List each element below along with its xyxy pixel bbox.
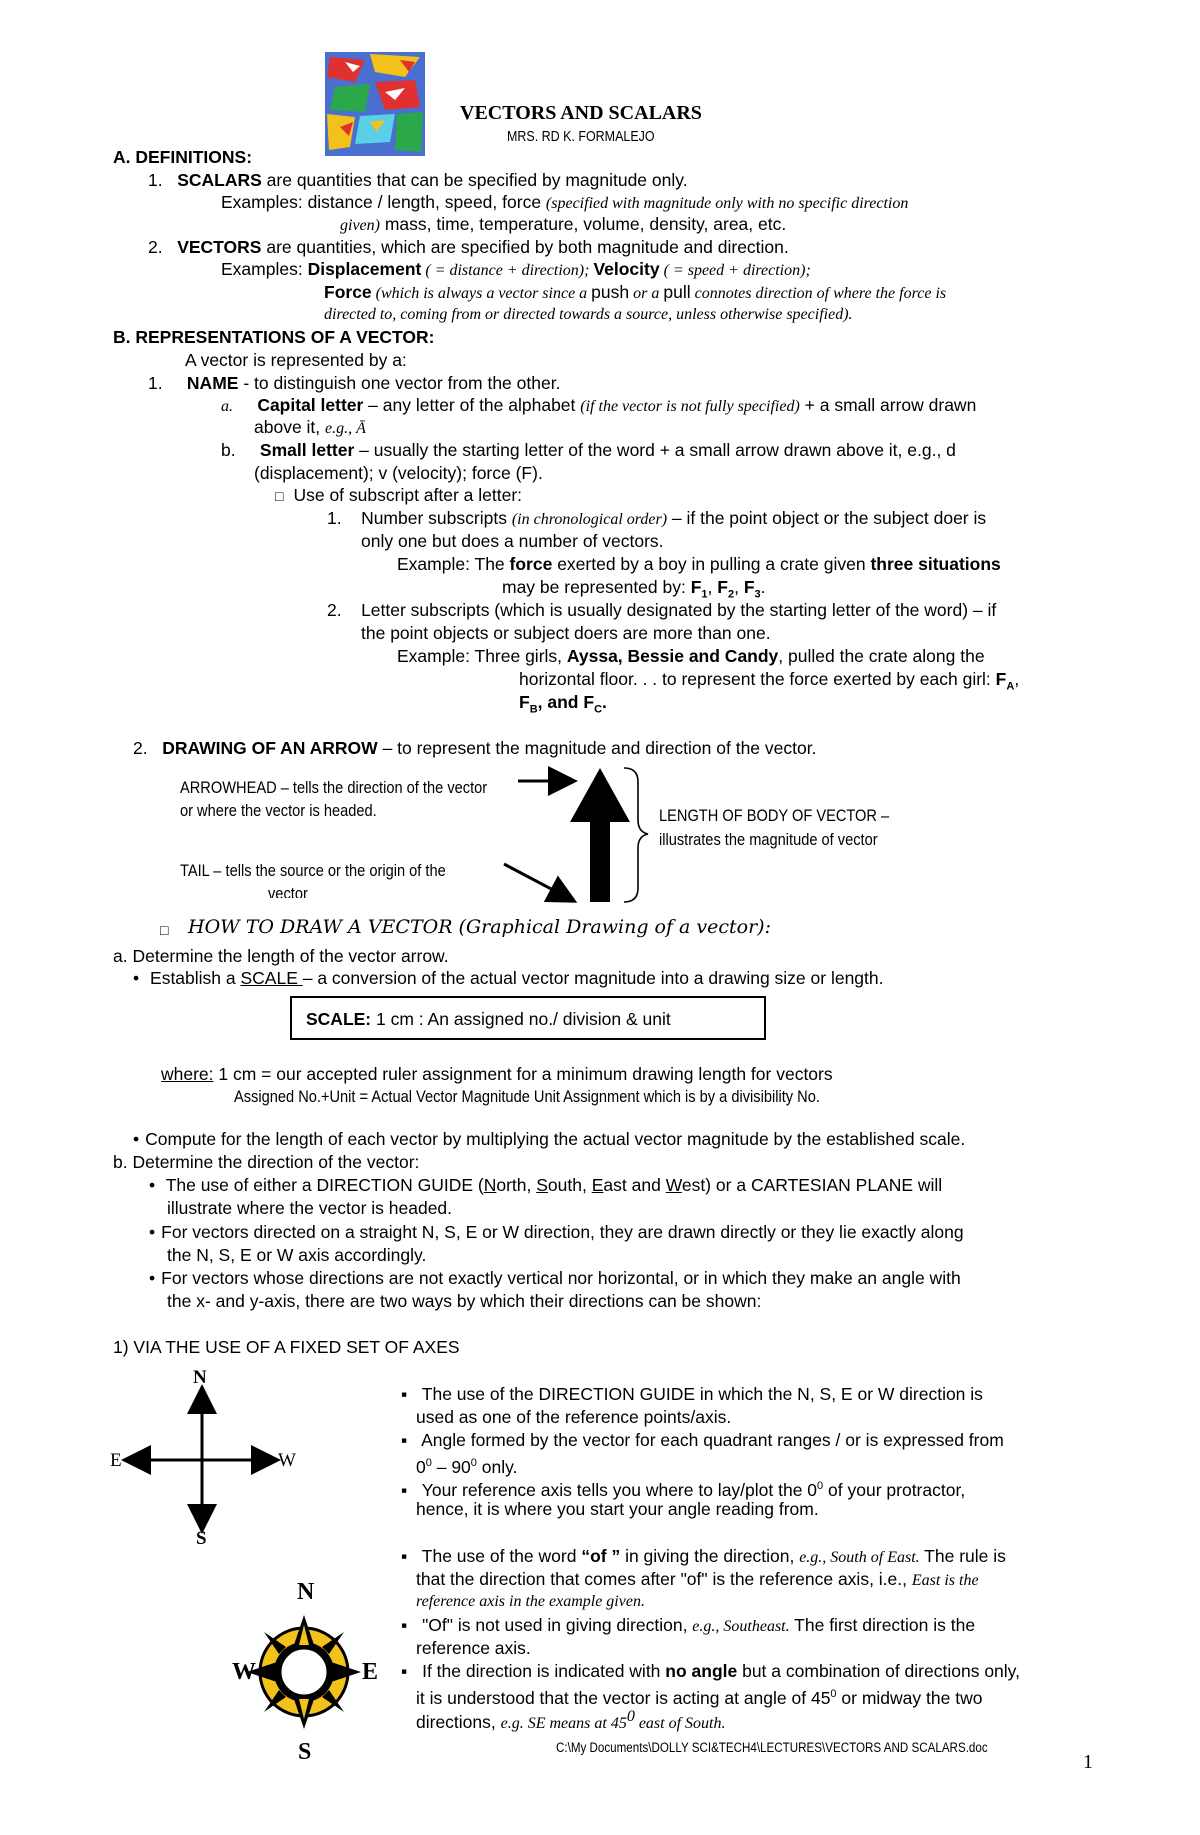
number-subscripts-example2: may be represented by: $F_1$, $F_2$, $F_3$. (502, 577, 766, 601)
term: VECTORS (177, 237, 262, 257)
capital-letter-line1 (221, 394, 976, 418)
vectors-definition (148, 236, 789, 258)
axes-bullet-6-line3: directions, e.g. SE means at $45^0$ east of South. (416, 1708, 726, 1732)
tail-pointer (504, 864, 572, 900)
text: – any letter of the alphabet (363, 395, 581, 415)
term: SCALARS (177, 170, 262, 190)
arrow-item (133, 737, 816, 759)
compute-bullet: • Compute for the length of each vector by multiplying the actual vector magnitude by the established scale. (133, 1128, 965, 1150)
direction-guide-bullet: • The use of either a DIRECTION GUIDE (North, South, East and West) or a CARTESIAN PLANE will (149, 1174, 942, 1196)
force-push: push (591, 282, 630, 302)
number-subscripts-line2: only one but does a number of vectors. (361, 531, 664, 551)
scale-label: SCALE: (306, 1009, 372, 1029)
axes-bullet-4: ▪ The use of the word “of ” in giving the direction, e.g., South of East. The rule is (401, 1545, 1006, 1569)
vector-F2: $F_2$ (717, 577, 735, 601)
scale-text: 1 cm : An assigned no./ division & unit (371, 1009, 671, 1029)
term: Small letter (259, 440, 355, 460)
scale-box (290, 996, 766, 1040)
text: The (469, 554, 510, 574)
tail-label-1: TAIL – tells the source or the origin of the (180, 861, 446, 880)
compass-label-n: N (297, 1579, 315, 1605)
term-velocity: Velocity (593, 259, 660, 279)
angled-direction-line2: the x- and y-axis, there are two ways by which their directions can be shown: (167, 1291, 762, 1311)
howto-step-b: b. Determine the direction of the vector: (113, 1152, 420, 1172)
text: 1 cm = our accepted ruler assignment for a minimum drawing length for vectors (213, 1064, 833, 1084)
straight-direction-line2: the N, S, E or W axis accordingly. (167, 1245, 427, 1265)
axes-bullet-4-line3: reference axis in the example given. (416, 1593, 645, 1610)
displacement-def: ( = distance + direction); (421, 262, 594, 279)
compass-label-e: E (362, 1659, 379, 1685)
author-line: MRS. RD K. FORMALEJO (507, 129, 655, 145)
term: Capital letter (257, 395, 364, 415)
assigned-line: Assigned No.+Unit = Actual Vector Magnitude Unit Assignment which is by a divisibility No. (234, 1087, 820, 1106)
examples-label: Examples: (221, 192, 303, 212)
force-def: connotes direction of where the force is (690, 285, 947, 302)
example-label: Example: (397, 554, 470, 574)
magnitude-brace (624, 768, 648, 902)
text: – if the point object or the subject doer is (667, 508, 987, 528)
axis-label-e: E (110, 1450, 122, 1471)
letter-subscripts-example1 (397, 645, 985, 667)
example-label: Example: (397, 646, 470, 666)
term: DRAWING OF AN ARROW (162, 738, 378, 758)
vector-FA: $F_A$ (995, 669, 1015, 693)
axes-bullet-2: ▪ Angle formed by the vector for each quadrant ranges / or is expressed from (401, 1429, 1004, 1451)
examples-label: Examples: (221, 259, 308, 279)
small-letter-line2: (displacement); v (velocity); force (F). (254, 463, 543, 483)
force-def: or a (629, 285, 664, 302)
section-a-heading: A. DEFINITIONS: (113, 147, 253, 167)
scale-bullet (133, 967, 884, 989)
subscript-bullet: □ Use of subscript after a letter: (275, 484, 522, 507)
page-number: 1 (1083, 1751, 1093, 1773)
compass-label-w: W (232, 1659, 256, 1685)
item-number: 1. (148, 170, 163, 190)
letter-subscripts-line2: the point objects or subject doers are more than one. (361, 623, 771, 643)
text: above it, (254, 417, 326, 437)
axes-bullet-4-line2: that the direction that comes after "of" is the reference axis, i.e., East is the (416, 1569, 979, 1589)
axes-bullet-6-line2: it is understood that the vector is acting at angle of $45^0$ or midway the two (416, 1687, 983, 1708)
axes-bullet-3-line2: hence, it is where you start your angle reading from. (416, 1499, 819, 1519)
letter-subscripts-example2: horizontal floor. . . to represent the force exerted by each girl: $F_A$, (519, 669, 1020, 693)
axes-bullet-3: ▪ Your reference axis tells you where to lay/plot the $0^0$ of your protractor, (401, 1475, 965, 1501)
examples-note: given) (340, 217, 380, 234)
definition: are quantities, which are specified by both magnitude and direction. (261, 237, 789, 257)
text: Letter subscripts (which is usually designated by the starting letter of the word) – if (361, 600, 997, 620)
axes-bullet-1: ▪ The use of the DIRECTION GUIDE in which the N, S, E or W direction is (401, 1383, 983, 1405)
angled-direction-bullet: • For vectors whose directions are not exactly vertical nor horizontal, or in which they make an angle with (149, 1267, 961, 1289)
sub-label: a. (221, 398, 233, 415)
arrowhead-label-2: or where the vector is headed. (180, 801, 377, 820)
compass-label-s: S (298, 1739, 312, 1765)
where-line (161, 1063, 833, 1085)
example: e.g., Ā (325, 420, 366, 437)
page-title: VECTORS AND SCALARS (460, 102, 702, 124)
howto-title: HOW TO DRAW A VECTOR (Graphical Drawing of a vector): (188, 916, 771, 938)
file-path: C:\My Documents\DOLLY SCI&TECH4\LECTURES\VECTORS AND SCALARS.doc (556, 1740, 988, 1755)
bold-names: Ayssa, Bessie and Candy (566, 646, 779, 666)
text: Establish a (150, 968, 241, 988)
examples-text: mass, time, temperature, volume, density, area, etc. (379, 214, 787, 234)
item-number: 1. (148, 373, 163, 393)
vectors-examples-line1 (221, 258, 811, 282)
text: – usually the starting letter of the word + a small arrow drawn above it, e.g., d (354, 440, 956, 460)
vector-FC: $F_C$ (583, 692, 603, 716)
text: exerted by a boy in pulling a crate given (552, 554, 871, 574)
length-label-2: illustrates the magnitude of vector (659, 830, 878, 849)
scalars-definition (148, 169, 688, 191)
arrowhead-label-1: ARROWHEAD – tells the direction of the vector (180, 778, 488, 797)
letter-subscripts-line1 (327, 599, 996, 621)
term-displacement: Displacement (307, 259, 422, 279)
force-pull: pull (663, 282, 691, 302)
axes-bullet-1-line2: used as one of the reference points/axis. (416, 1407, 732, 1427)
definition: are quantities that can be specified by magnitude only. (261, 170, 688, 190)
scale-word: SCALE (240, 968, 303, 988)
axes-bullet-2-line2: $0^0 - 90^0$ only. (416, 1456, 518, 1477)
capital-letter-line2 (254, 416, 366, 440)
scalars-examples-line2 (340, 213, 786, 237)
note: (in chronological order) (511, 511, 668, 528)
vectors-examples-line2 (324, 281, 946, 305)
direction-guide-line2: illustrate where the vector is headed. (167, 1198, 453, 1218)
examples-text: distance / length, speed, force (302, 192, 546, 212)
term: NAME (186, 373, 239, 393)
term-force: Force (324, 282, 372, 302)
axes-bullet-5: ▪ "Of" is not used in giving direction, e.g., Southeast. The first direction is the (401, 1614, 975, 1638)
small-letter-line1 (221, 439, 956, 461)
length-label-1: LENGTH OF BODY OF VECTOR – (659, 806, 890, 825)
vectors-examples-line3: directed to, coming from or directed towards a source, unless otherwise specified). (324, 306, 853, 323)
axis-label-w: W (278, 1450, 296, 1471)
vector-FB: $F_B$ (519, 692, 538, 716)
section-b-intro: A vector is represented by a: (185, 350, 407, 370)
axis-label-n: N (193, 1367, 207, 1388)
axes-bullet-6: ▪ If the direction is indicated with no angle but a combination of directions only, (401, 1660, 1020, 1682)
axes-bullet-5-line2: reference axis. (416, 1638, 531, 1658)
letter-subscripts-example3: $F_B$, and $F_C$. (519, 692, 607, 716)
howto-step-a: a. Determine the length of the vector arrow. (113, 946, 449, 966)
number-subscripts-line1 (327, 507, 986, 531)
item-number: 2. (133, 738, 148, 758)
text: – a conversion of the actual vector magnitude into a drawing size or length. (302, 968, 884, 988)
text: horizontal floor. . . to represent the force exerted by each girl: (519, 669, 996, 689)
number-subscripts-example1 (397, 553, 1001, 575)
vector-arrow-diagram (480, 760, 650, 910)
name-item (148, 372, 560, 394)
text: + a small arrow drawn (799, 395, 977, 415)
where-label: where: (161, 1064, 214, 1084)
big-vector-arrow (570, 768, 630, 902)
text: , pulled the crate along the (778, 646, 985, 666)
text: may be represented by: (502, 577, 691, 597)
howto-bullet (160, 918, 178, 941)
force-def: (which is always a vector since a (371, 285, 592, 302)
scalars-examples-line1 (221, 191, 908, 215)
item-number: 1. (327, 508, 342, 528)
axes-heading: 1) VIA THE USE OF A FIXED SET OF AXES (113, 1337, 460, 1357)
text: Three girls, (469, 646, 567, 666)
section-b-heading: B. REPRESENTATIONS OF A VECTOR: (113, 327, 435, 347)
vector-F3: $F_3$ (743, 577, 761, 601)
definition: - to distinguish one vector from the other. (238, 373, 561, 393)
bold-word: three situations (870, 554, 1001, 574)
examples-note: (specified with magnitude only with no specific direction (545, 195, 909, 212)
item-number: 2. (148, 237, 163, 257)
sub-label: b. (221, 440, 236, 460)
definition: – to represent the magnitude and direction of the vector. (377, 738, 817, 758)
tail-label-2: vector (268, 884, 308, 898)
straight-direction-bullet: • For vectors directed on a straight N, S, E or W direction, they are drawn directly or they lie exactly along (149, 1221, 964, 1243)
item-number: 2. (327, 600, 342, 620)
velocity-def: ( = speed + direction); (659, 262, 811, 279)
vector-F1: $F_1$ (690, 577, 708, 601)
text: Number subscripts (361, 508, 512, 528)
note: (if the vector is not fully specified) (580, 398, 800, 415)
axis-label-s: S (196, 1528, 207, 1549)
bold-word: force (509, 554, 553, 574)
logo-mosaic (325, 52, 425, 156)
